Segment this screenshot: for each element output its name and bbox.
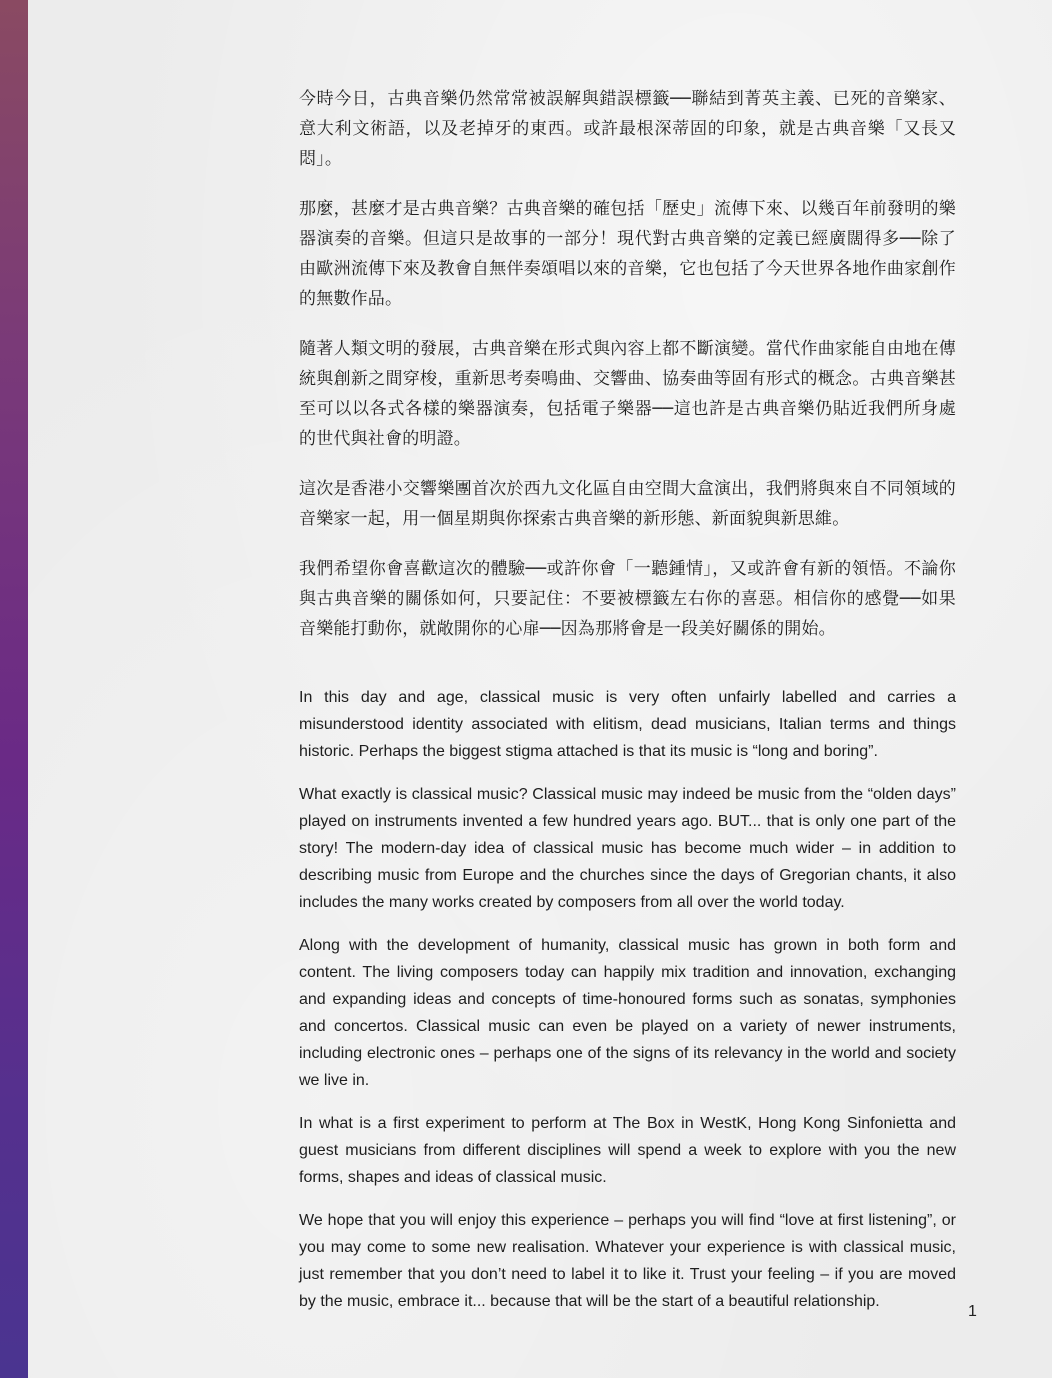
page-number: 1	[968, 1303, 977, 1320]
english-paragraph-3: Along with the development of humanity, classical music has grown in both form and content. The living composers today can happily mix tradition and innovation, exchanging and expanding ideas and concepts of time-honoured forms such as sonatas, symphonies and concertos. Classical music can even be played on a variety of newer instruments, including electronic ones – perhaps one of the signs of its relevancy in the world and society we live in.	[299, 937, 956, 1089]
english-section	[299, 684, 956, 1315]
chinese-section	[299, 84, 956, 644]
decorative-side-band	[0, 0, 28, 1378]
chinese-paragraph-3: 隨著人類文明的發展，古典音樂在形式與內容上都不斷演變。當代作曲家能自由地在傳統與創新之間穿梭，重新思考奏鳴曲、交響曲、協奏曲等固有形式的概念。古典音樂甚至可以以各式各樣的樂器演奏，包括電子樂器──這也許是古典音樂仍貼近我們所身處的世代與社會的明證。	[299, 339, 956, 449]
chinese-paragraph-2: 那麼，甚麼才是古典音樂？古典音樂的確包括「歷史」流傳下來、以幾百年前發明的樂器演奏的音樂。但這只是故事的一部分！現代對古典音樂的定義已經廣闊得多──除了由歐洲流傳下來及教會自無伴奏頌唱以來的音樂，它也包括了今天世界各地作曲家創作的無數作品。	[299, 199, 956, 309]
text-body	[299, 84, 956, 1331]
chinese-paragraph-1: 今時今日，古典音樂仍然常常被誤解與錯誤標籤──聯結到菁英主義、已死的音樂家、意大利文術語，以及老掉牙的東西。或許最根深蒂固的印象，就是古典音樂「又長又悶」。	[299, 89, 956, 169]
english-paragraph-4: In what is a first experiment to perform at The Box in WestK, Hong Kong Sinfonietta and guest musicians from different disciplines will spend a week to explore with you the new forms, shapes and ideas of classical music.	[299, 1115, 956, 1186]
chinese-paragraph-4: 這次是香港小交響樂團首次於西九文化區自由空間大盒演出，我們將與來自不同領域的音樂家一起，用一個星期與你探索古典音樂的新形態、新面貌與新思維。	[299, 479, 956, 529]
english-paragraph-2: What exactly is classical music? Classical music may indeed be music from the “olden days” played on instruments invented a few hundred years ago. BUT... that is only one part of the story! The modern-day idea of classical music has become much wider – in addition to describing music from Europe and the churches since the days of Gregorian chants, it also includes the many works created by composers from all over the world today.	[299, 786, 956, 911]
english-paragraph-5: We hope that you will enjoy this experience – perhaps you will find “love at first listening”, or you may come to some new realisation. Whatever your experience is with classical music, just remember that you don’t need to label it to like it. Trust your feeling – if you are moved by the music, embrace it... because that will be the start of a beautiful relationship.	[299, 1212, 956, 1310]
english-paragraph-1: In this day and age, classical music is very often unfairly labelled and carries a misunderstood identity associated with elitism, dead musicians, Italian terms and things historic. Perhaps the biggest stigma attached is that its music is “long and boring”.	[299, 689, 956, 760]
chinese-paragraph-5: 我們希望你會喜歡這次的體驗──或許你會「一聽鍾情」，又或許會有新的領悟。不論你與古典音樂的關係如何，只要記住：不要被標籤左右你的喜惡。相信你的感覺──如果音樂能打動你，就敞開你的心扉──因為那將會是一段美好關係的開始。	[299, 559, 956, 639]
